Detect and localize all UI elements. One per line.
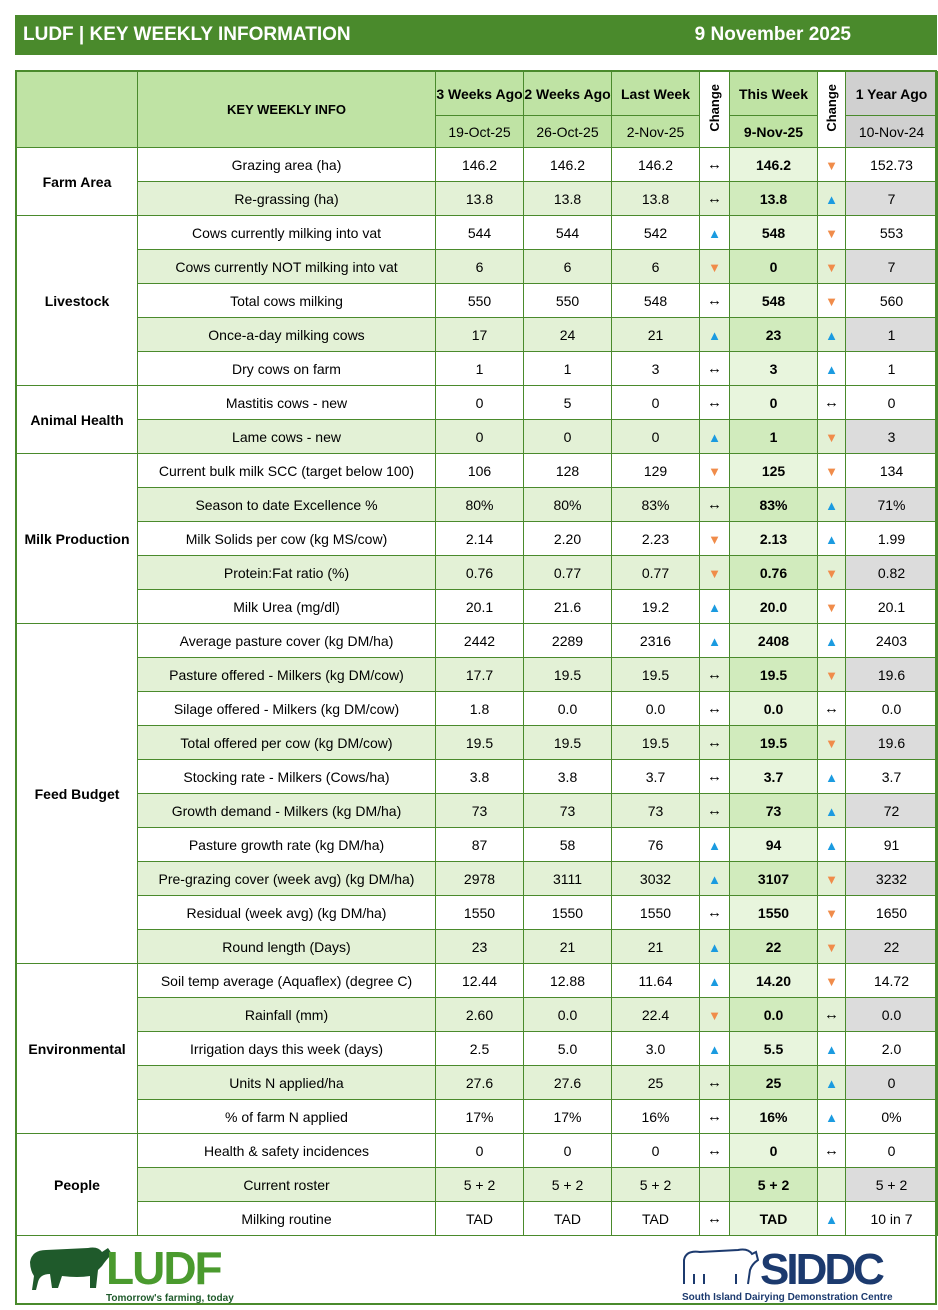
down-arrow-icon: ▼	[825, 667, 838, 683]
value-last-week: 21	[612, 930, 700, 964]
up-arrow-icon: ▲	[825, 1075, 838, 1091]
no-change-arrow-icon: ↔	[707, 1210, 722, 1227]
value-3-weeks-ago: 2.5	[436, 1032, 524, 1066]
value-1-year-ago: 0%	[846, 1100, 938, 1134]
value-last-week: 2.23	[612, 522, 700, 556]
section-label: Feed Budget	[17, 624, 138, 964]
svg-text:LUDF: LUDF	[106, 1242, 221, 1294]
up-arrow-icon: ▲	[825, 633, 838, 649]
metric-label: Pre-grazing cover (week avg) (kg DM/ha)	[138, 862, 436, 896]
value-1-year-ago: 2403	[846, 624, 938, 658]
down-arrow-icon: ▼	[825, 905, 838, 921]
value-1-year-ago: 3.7	[846, 760, 938, 794]
down-arrow-icon: ▼	[825, 429, 838, 445]
value-3-weeks-ago: 12.44	[436, 964, 524, 998]
value-this-week: 3107	[730, 862, 818, 896]
value-2-weeks-ago: 0.0	[524, 692, 612, 726]
metric-label: Stocking rate - Milkers (Cows/ha)	[138, 760, 436, 794]
value-1-year-ago: 19.6	[846, 726, 938, 760]
up-arrow-icon: ▲	[708, 327, 721, 343]
no-change-arrow-icon: ↔	[707, 734, 722, 751]
value-this-week: 19.5	[730, 658, 818, 692]
value-1-year-ago: 7	[846, 250, 938, 284]
header-last-week: Last Week	[612, 72, 700, 116]
value-2-weeks-ago: TAD	[524, 1202, 612, 1236]
value-1-year-ago: 0	[846, 386, 938, 420]
down-arrow-icon: ▼	[825, 939, 838, 955]
value-this-week: 1	[730, 420, 818, 454]
section-label: Environmental	[17, 964, 138, 1134]
value-this-week: 94	[730, 828, 818, 862]
value-3-weeks-ago: 544	[436, 216, 524, 250]
date-this-week: 9-Nov-25	[730, 116, 818, 148]
metric-label: Cows currently milking into vat	[138, 216, 436, 250]
value-3-weeks-ago: 1	[436, 352, 524, 386]
date-last-week: 2-Nov-25	[612, 116, 700, 148]
value-last-week: 129	[612, 454, 700, 488]
value-2-weeks-ago: 0.0	[524, 998, 612, 1032]
metric-label: Milk Urea (mg/dl)	[138, 590, 436, 624]
no-change-arrow-icon: ↔	[707, 394, 722, 411]
value-2-weeks-ago: 80%	[524, 488, 612, 522]
down-arrow-icon: ▼	[708, 259, 721, 275]
value-1-year-ago: 14.72	[846, 964, 938, 998]
value-1-year-ago: 22	[846, 930, 938, 964]
header-3-weeks-ago: 3 Weeks Ago	[436, 72, 524, 116]
down-arrow-icon: ▼	[825, 565, 838, 581]
value-2-weeks-ago: 0	[524, 420, 612, 454]
value-2-weeks-ago: 3.8	[524, 760, 612, 794]
value-3-weeks-ago: 0	[436, 386, 524, 420]
value-3-weeks-ago: 2978	[436, 862, 524, 896]
value-1-year-ago: 1.99	[846, 522, 938, 556]
value-1-year-ago: 91	[846, 828, 938, 862]
value-last-week: 16%	[612, 1100, 700, 1134]
value-this-week: 5 + 2	[730, 1168, 818, 1202]
ludf-logo	[28, 1240, 248, 1304]
value-3-weeks-ago: 1550	[436, 896, 524, 930]
value-3-weeks-ago: 2.14	[436, 522, 524, 556]
value-2-weeks-ago: 13.8	[524, 182, 612, 216]
siddc-logo	[680, 1240, 930, 1304]
metric-label: Lame cows - new	[138, 420, 436, 454]
up-arrow-icon: ▲	[825, 531, 838, 547]
value-this-week: 0.0	[730, 998, 818, 1032]
down-arrow-icon: ▼	[825, 259, 838, 275]
value-this-week: 1550	[730, 896, 818, 930]
up-arrow-icon: ▲	[825, 191, 838, 207]
date-3-weeks-ago: 19-Oct-25	[436, 116, 524, 148]
value-2-weeks-ago: 550	[524, 284, 612, 318]
metric-label: Dry cows on farm	[138, 352, 436, 386]
value-1-year-ago: 19.6	[846, 658, 938, 692]
value-3-weeks-ago: 146.2	[436, 148, 524, 182]
value-3-weeks-ago: 3.8	[436, 760, 524, 794]
value-3-weeks-ago: 6	[436, 250, 524, 284]
value-this-week: 548	[730, 284, 818, 318]
date-1-year-ago: 10-Nov-24	[846, 116, 938, 148]
value-2-weeks-ago: 24	[524, 318, 612, 352]
report-date: 9 November 2025	[694, 24, 851, 45]
value-this-week: 22	[730, 930, 818, 964]
up-arrow-icon: ▲	[825, 361, 838, 377]
value-2-weeks-ago: 19.5	[524, 658, 612, 692]
value-1-year-ago: 3	[846, 420, 938, 454]
svg-text:SIDDC: SIDDC	[760, 1245, 882, 1294]
value-last-week: 13.8	[612, 182, 700, 216]
value-this-week: 3	[730, 352, 818, 386]
value-2-weeks-ago: 5.0	[524, 1032, 612, 1066]
value-3-weeks-ago: 0	[436, 1134, 524, 1168]
header-change-1: Change	[700, 72, 730, 148]
value-last-week: 21	[612, 318, 700, 352]
value-last-week: 542	[612, 216, 700, 250]
down-arrow-icon: ▼	[708, 531, 721, 547]
value-3-weeks-ago: 1.8	[436, 692, 524, 726]
value-3-weeks-ago: 5 + 2	[436, 1168, 524, 1202]
value-last-week: 0	[612, 420, 700, 454]
up-arrow-icon: ▲	[708, 837, 721, 853]
value-1-year-ago: 5 + 2	[846, 1168, 938, 1202]
metric-label: Silage offered - Milkers (kg DM/cow)	[138, 692, 436, 726]
value-last-week: 146.2	[612, 148, 700, 182]
value-2-weeks-ago: 58	[524, 828, 612, 862]
value-last-week: 19.2	[612, 590, 700, 624]
metric-label: Pasture offered - Milkers (kg DM/cow)	[138, 658, 436, 692]
svg-text:South Island Dairying Demonstr: South Island Dairying Demonstration Centre	[682, 1292, 893, 1303]
section-label: People	[17, 1134, 138, 1236]
value-this-week: 0.76	[730, 556, 818, 590]
value-2-weeks-ago: 6	[524, 250, 612, 284]
up-arrow-icon: ▲	[708, 633, 721, 649]
up-arrow-icon: ▲	[708, 1041, 721, 1057]
value-3-weeks-ago: 0.76	[436, 556, 524, 590]
value-2-weeks-ago: 21	[524, 930, 612, 964]
value-3-weeks-ago: TAD	[436, 1202, 524, 1236]
value-3-weeks-ago: 23	[436, 930, 524, 964]
down-arrow-icon: ▼	[825, 293, 838, 309]
metric-label: Mastitis cows - new	[138, 386, 436, 420]
header-2-weeks-ago: 2 Weeks Ago	[524, 72, 612, 116]
value-last-week: 76	[612, 828, 700, 862]
metric-label: Current bulk milk SCC (target below 100)	[138, 454, 436, 488]
value-2-weeks-ago: 0.77	[524, 556, 612, 590]
value-last-week: 3.7	[612, 760, 700, 794]
value-last-week: 0	[612, 386, 700, 420]
value-this-week: 0.0	[730, 692, 818, 726]
value-this-week: 2.13	[730, 522, 818, 556]
value-3-weeks-ago: 27.6	[436, 1066, 524, 1100]
up-arrow-icon: ▲	[708, 871, 721, 887]
report-title: LUDF | KEY WEEKLY INFORMATION	[23, 24, 351, 45]
value-this-week: 20.0	[730, 590, 818, 624]
value-this-week: TAD	[730, 1202, 818, 1236]
value-3-weeks-ago: 73	[436, 794, 524, 828]
value-last-week: TAD	[612, 1202, 700, 1236]
value-2-weeks-ago: 21.6	[524, 590, 612, 624]
value-3-weeks-ago: 2.60	[436, 998, 524, 1032]
value-last-week: 6	[612, 250, 700, 284]
header-change-2: Change	[818, 72, 846, 148]
value-this-week: 3.7	[730, 760, 818, 794]
value-last-week: 0.0	[612, 692, 700, 726]
metric-label: Average pasture cover (kg DM/ha)	[138, 624, 436, 658]
down-arrow-icon: ▼	[708, 1007, 721, 1023]
value-2-weeks-ago: 17%	[524, 1100, 612, 1134]
value-last-week: 0	[612, 1134, 700, 1168]
metric-label: Pasture growth rate (kg DM/ha)	[138, 828, 436, 862]
down-arrow-icon: ▼	[825, 735, 838, 751]
value-1-year-ago: 0.82	[846, 556, 938, 590]
title-bar	[15, 15, 937, 55]
no-change-arrow-icon: ↔	[707, 292, 722, 309]
value-last-week: 5 + 2	[612, 1168, 700, 1202]
value-3-weeks-ago: 87	[436, 828, 524, 862]
value-last-week: 73	[612, 794, 700, 828]
value-this-week: 73	[730, 794, 818, 828]
value-1-year-ago: 0	[846, 1066, 938, 1100]
value-1-year-ago: 1	[846, 318, 938, 352]
value-this-week: 19.5	[730, 726, 818, 760]
metric-label: Grazing area (ha)	[138, 148, 436, 182]
date-2-weeks-ago: 26-Oct-25	[524, 116, 612, 148]
value-last-week: 1550	[612, 896, 700, 930]
value-3-weeks-ago: 17	[436, 318, 524, 352]
value-1-year-ago: 72	[846, 794, 938, 828]
value-1-year-ago: 3232	[846, 862, 938, 896]
no-change-arrow-icon: ↔	[707, 1108, 722, 1125]
value-2-weeks-ago: 5	[524, 386, 612, 420]
down-arrow-icon: ▼	[825, 225, 838, 241]
down-arrow-icon: ▼	[708, 565, 721, 581]
value-2-weeks-ago: 5 + 2	[524, 1168, 612, 1202]
value-last-week: 11.64	[612, 964, 700, 998]
value-2-weeks-ago: 544	[524, 216, 612, 250]
value-this-week: 548	[730, 216, 818, 250]
metric-label: Round length (Days)	[138, 930, 436, 964]
value-3-weeks-ago: 19.5	[436, 726, 524, 760]
value-2-weeks-ago: 0	[524, 1134, 612, 1168]
section-label: Livestock	[17, 216, 138, 386]
value-this-week: 0	[730, 386, 818, 420]
up-arrow-icon: ▲	[825, 1109, 838, 1125]
metric-label: Residual (week avg) (kg DM/ha)	[138, 896, 436, 930]
metric-label: Season to date Excellence %	[138, 488, 436, 522]
value-1-year-ago: 20.1	[846, 590, 938, 624]
section-label: Milk Production	[17, 454, 138, 624]
down-arrow-icon: ▼	[825, 157, 838, 173]
no-change-arrow-icon: ↔	[707, 156, 722, 173]
value-3-weeks-ago: 20.1	[436, 590, 524, 624]
metric-label: Rainfall (mm)	[138, 998, 436, 1032]
value-this-week: 146.2	[730, 148, 818, 182]
value-2-weeks-ago: 128	[524, 454, 612, 488]
value-3-weeks-ago: 13.8	[436, 182, 524, 216]
svg-text:Tomorrow's farming, today: Tomorrow's farming, today	[106, 1293, 234, 1304]
value-this-week: 83%	[730, 488, 818, 522]
value-3-weeks-ago: 0	[436, 420, 524, 454]
down-arrow-icon: ▼	[708, 463, 721, 479]
up-arrow-icon: ▲	[825, 1041, 838, 1057]
value-1-year-ago: 1650	[846, 896, 938, 930]
value-last-week: 3.0	[612, 1032, 700, 1066]
value-this-week: 14.20	[730, 964, 818, 998]
up-arrow-icon: ▲	[708, 939, 721, 955]
metric-label: Growth demand - Milkers (kg DM/ha)	[138, 794, 436, 828]
value-this-week: 5.5	[730, 1032, 818, 1066]
value-this-week: 0	[730, 1134, 818, 1168]
value-1-year-ago: 152.73	[846, 148, 938, 182]
value-last-week: 548	[612, 284, 700, 318]
value-3-weeks-ago: 106	[436, 454, 524, 488]
value-3-weeks-ago: 17.7	[436, 658, 524, 692]
value-last-week: 3	[612, 352, 700, 386]
metric-label: % of farm N applied	[138, 1100, 436, 1134]
down-arrow-icon: ▼	[825, 463, 838, 479]
value-1-year-ago: 0.0	[846, 998, 938, 1032]
no-change-arrow-icon: ↔	[707, 496, 722, 513]
metric-label: Irrigation days this week (days)	[138, 1032, 436, 1066]
metric-label: Re-grassing (ha)	[138, 182, 436, 216]
up-arrow-icon: ▲	[825, 769, 838, 785]
value-1-year-ago: 0.0	[846, 692, 938, 726]
header-this-week: This Week	[730, 72, 818, 116]
value-3-weeks-ago: 80%	[436, 488, 524, 522]
metric-label: Once-a-day milking cows	[138, 318, 436, 352]
value-1-year-ago: 553	[846, 216, 938, 250]
value-2-weeks-ago: 2.20	[524, 522, 612, 556]
value-2-weeks-ago: 73	[524, 794, 612, 828]
up-arrow-icon: ▲	[708, 225, 721, 241]
value-last-week: 83%	[612, 488, 700, 522]
value-2-weeks-ago: 12.88	[524, 964, 612, 998]
value-this-week: 23	[730, 318, 818, 352]
value-1-year-ago: 560	[846, 284, 938, 318]
no-change-arrow-icon: ↔	[824, 394, 839, 411]
no-change-arrow-icon: ↔	[707, 802, 722, 819]
down-arrow-icon: ▼	[825, 871, 838, 887]
value-2-weeks-ago: 1550	[524, 896, 612, 930]
up-arrow-icon: ▲	[825, 497, 838, 513]
up-arrow-icon: ▲	[708, 599, 721, 615]
value-3-weeks-ago: 2442	[436, 624, 524, 658]
no-change-arrow-icon: ↔	[824, 1142, 839, 1159]
value-1-year-ago: 71%	[846, 488, 938, 522]
value-2-weeks-ago: 2289	[524, 624, 612, 658]
up-arrow-icon: ▲	[825, 1211, 838, 1227]
section-label: Animal Health	[17, 386, 138, 454]
no-change-arrow-icon: ↔	[707, 1074, 722, 1091]
up-arrow-icon: ▲	[825, 837, 838, 853]
up-arrow-icon: ▲	[708, 429, 721, 445]
no-change-arrow-icon: ↔	[707, 190, 722, 207]
metric-label: Milking routine	[138, 1202, 436, 1236]
no-change-arrow-icon: ↔	[707, 700, 722, 717]
metric-label: Total offered per cow (kg DM/cow)	[138, 726, 436, 760]
value-2-weeks-ago: 1	[524, 352, 612, 386]
metric-label: Total cows milking	[138, 284, 436, 318]
metric-label: Health & safety incidences	[138, 1134, 436, 1168]
value-2-weeks-ago: 3111	[524, 862, 612, 896]
value-1-year-ago: 1	[846, 352, 938, 386]
no-change-arrow-icon: ↔	[707, 666, 722, 683]
value-1-year-ago: 134	[846, 454, 938, 488]
value-this-week: 125	[730, 454, 818, 488]
value-this-week: 2408	[730, 624, 818, 658]
value-last-week: 25	[612, 1066, 700, 1100]
value-1-year-ago: 7	[846, 182, 938, 216]
header-key-info: KEY WEEKLY INFO	[138, 72, 436, 148]
value-last-week: 2316	[612, 624, 700, 658]
no-change-arrow-icon: ↔	[824, 1006, 839, 1023]
value-1-year-ago: 2.0	[846, 1032, 938, 1066]
value-2-weeks-ago: 19.5	[524, 726, 612, 760]
value-this-week: 25	[730, 1066, 818, 1100]
metric-label: Current roster	[138, 1168, 436, 1202]
up-arrow-icon: ▲	[825, 327, 838, 343]
no-change-arrow-icon: ↔	[707, 1142, 722, 1159]
metric-label: Protein:Fat ratio (%)	[138, 556, 436, 590]
section-label: Farm Area	[17, 148, 138, 216]
down-arrow-icon: ▼	[825, 599, 838, 615]
no-change-arrow-icon: ↔	[707, 904, 722, 921]
no-change-arrow-icon: ↔	[707, 360, 722, 377]
value-3-weeks-ago: 550	[436, 284, 524, 318]
metric-label: Units N applied/ha	[138, 1066, 436, 1100]
value-last-week: 22.4	[612, 998, 700, 1032]
value-1-year-ago: 10 in 7	[846, 1202, 938, 1236]
value-last-week: 19.5	[612, 726, 700, 760]
header-1-year-ago: 1 Year Ago	[846, 72, 938, 116]
value-last-week: 3032	[612, 862, 700, 896]
value-1-year-ago: 0	[846, 1134, 938, 1168]
table-frame	[15, 70, 937, 1305]
up-arrow-icon: ▲	[708, 973, 721, 989]
up-arrow-icon: ▲	[825, 803, 838, 819]
metric-label: Milk Solids per cow (kg MS/cow)	[138, 522, 436, 556]
no-change-arrow-icon: ↔	[707, 768, 722, 785]
value-this-week: 16%	[730, 1100, 818, 1134]
value-this-week: 13.8	[730, 182, 818, 216]
value-2-weeks-ago: 27.6	[524, 1066, 612, 1100]
value-last-week: 0.77	[612, 556, 700, 590]
value-last-week: 19.5	[612, 658, 700, 692]
value-this-week: 0	[730, 250, 818, 284]
value-3-weeks-ago: 17%	[436, 1100, 524, 1134]
metric-label: Soil temp average (Aquaflex) (degree C)	[138, 964, 436, 998]
metric-label: Cows currently NOT milking into vat	[138, 250, 436, 284]
down-arrow-icon: ▼	[825, 973, 838, 989]
no-change-arrow-icon: ↔	[824, 700, 839, 717]
value-2-weeks-ago: 146.2	[524, 148, 612, 182]
